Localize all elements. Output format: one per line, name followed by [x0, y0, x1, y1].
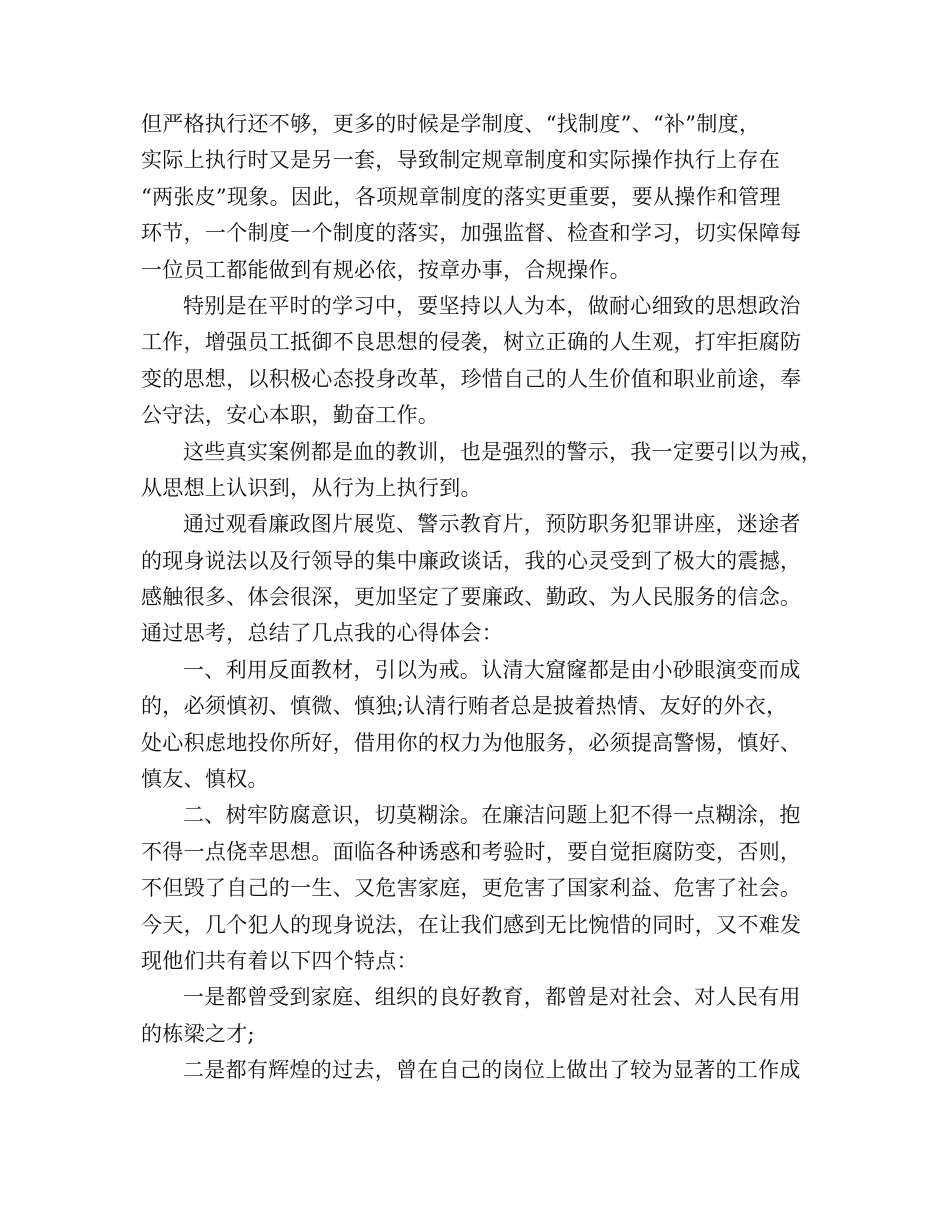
text-line: 慎友、慎权。 — [141, 767, 269, 792]
paragraph-start-line: 二是都有辉煌的过去，曾在自己的岗位上做出了较为显著的工作成 — [183, 1058, 801, 1083]
text-line: 从思想上认识到，从行为上执行到。 — [141, 475, 482, 500]
paragraph-start-line: 通过观看廉政图片展览、警示教育片，预防职务犯罪讲座，迷途者 — [183, 512, 801, 537]
text-line: 的栋梁之才; — [141, 1021, 255, 1046]
text-line: 今天，几个犯人的现身说法，在让我们感到无比惋惜的同时，又不难发 — [141, 912, 802, 937]
text-line: 不得一点侥幸思想。面临各种诱惑和考验时，要自觉拒腐防变，否则， — [141, 839, 802, 864]
paragraph-start-line: 一是都曾受到家庭、组织的良好教育，都曾是对社会、对人民有用 — [183, 985, 801, 1010]
text-line: 但严格执行还不够，更多的时候是学制度、“找制度”、“补”制度， — [141, 112, 761, 136]
text-line: 现他们共有着以下四个特点： — [141, 948, 418, 973]
paragraph-start-line: 一、利用反面教材，引以为戒。认清大窟窿都是由小砂眼演变而成 — [183, 657, 801, 682]
text-line: 工作，增强员工抵御不良思想的侵袭，树立正确的人生观，打牢拒腐防 — [141, 330, 802, 355]
text-line: 的，必须慎初、慎微、慎独;认清行贿者总是披着热情、友好的外衣， — [141, 694, 788, 719]
text-line: 实际上执行时又是另一套，导致制定规章制度和实际操作执行上存在 — [141, 148, 780, 173]
text-line: 处心积虑地投你所好，借用你的权力为他服务，必须提高警惕，慎好、 — [141, 730, 802, 755]
paragraph-start-line: 特别是在平时的学习中，要坚持以人为本，做耐心细致的思想政治 — [183, 293, 801, 318]
text-line: 不但毁了自己的一生、又危害家庭，更危害了国家利益、危害了社会。 — [141, 876, 802, 901]
text-line: 感触很多、体会很深，更加坚定了要廉政、勤政、为人民服务的信念。 — [141, 585, 802, 610]
text-line: 一位员工都能做到有规必依，按章办事，合规操作。 — [141, 257, 631, 282]
text-line: 环节，一个制度一个制度的落实，加强监督、检查和学习，切实保障每 — [141, 221, 802, 246]
paragraph-start-line: 这些真实案例都是血的教训，也是强烈的警示，我一定要引以为戒， — [183, 439, 822, 464]
text-line: 通过思考，总结了几点我的心得体会： — [141, 621, 504, 646]
text-line: 的现身说法以及行领导的集中廉政谈话，我的心灵受到了极大的震撼， — [141, 548, 802, 573]
paragraph-start-line: 二、树牢防腐意识，切莫糊涂。在廉洁问题上犯不得一点糊涂，抱 — [183, 803, 801, 828]
text-line: 变的思想，以积极心态投身改革，珍惜自己的人生价值和职业前途，奉 — [141, 366, 802, 391]
text-line: 公守法，安心本职，勤奋工作。 — [141, 403, 440, 428]
text-line: “两张皮”现象。因此，各项规章制度的落实更重要，要从操作和管理 — [141, 184, 781, 209]
document-body — [141, 106, 841, 1089]
